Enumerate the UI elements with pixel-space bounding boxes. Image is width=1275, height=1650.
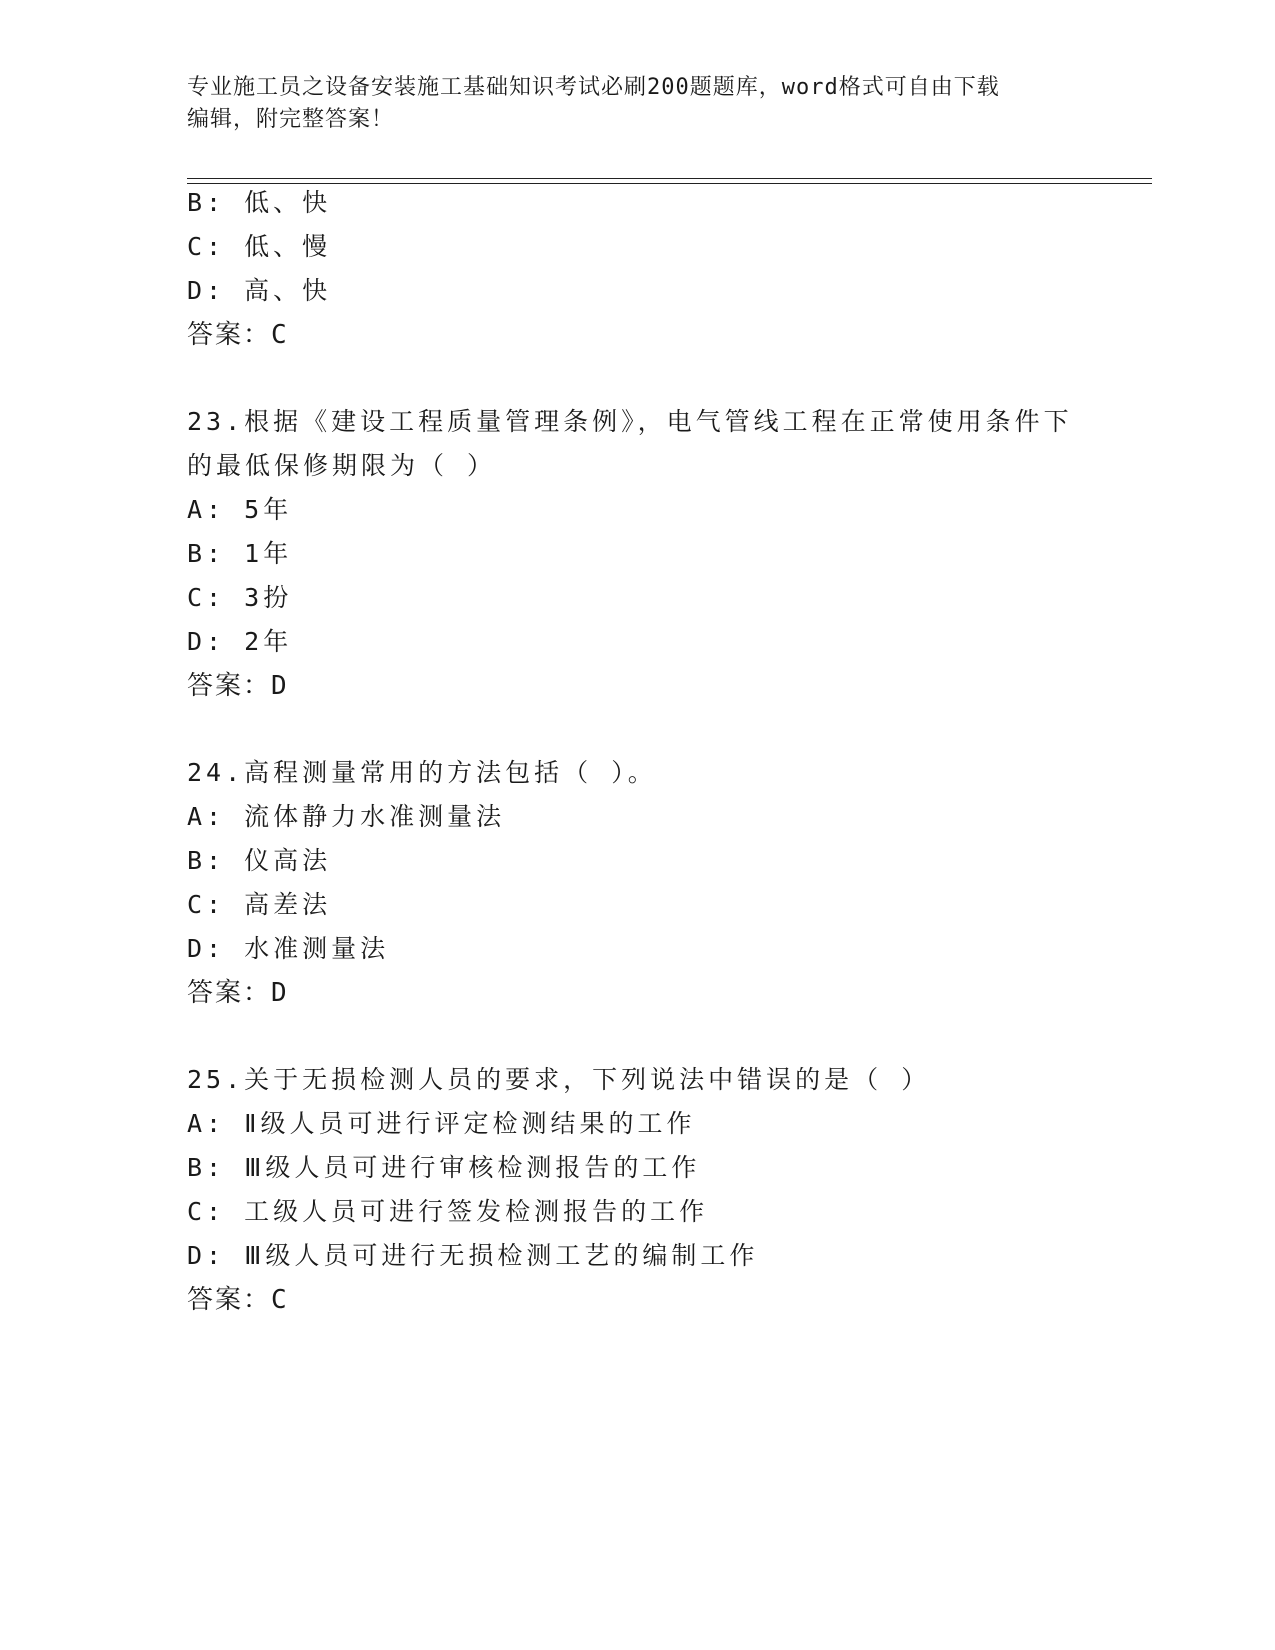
q25-option-d: D: Ⅲ级人员可进行无损检测工艺的编制工作 — [187, 1241, 759, 1270]
q24-answer: 答案：D — [187, 978, 289, 1008]
q25-option-b: B: Ⅲ级人员可进行审核检测报告的工作 — [187, 1153, 701, 1182]
q25-option-c: C: 工级人员可进行签发检测报告的工作 — [187, 1197, 709, 1226]
q23-option-d: D: 2年 — [187, 627, 293, 656]
q24-option-c: C: 高差法 — [187, 890, 332, 919]
header-title-line-2: 编辑，附完整答案！ — [187, 107, 395, 132]
q23-option-b: B: 1年 — [187, 539, 293, 568]
q25-stem: 25.关于无损检测人员的要求，下列说法中错误的是（ ） — [187, 1065, 931, 1094]
q24-option-a: A: 流体静力水准测量法 — [187, 802, 506, 831]
q23-option-a: A: 5年 — [187, 495, 293, 524]
q23-stem-line-1: 23.根据《建设工程质量管理条例》，电气管线工程在正常使用条件下 — [187, 407, 1073, 436]
q24-option-d: D: 水准测量法 — [187, 934, 390, 963]
q24-stem: 24.高程测量常用的方法包括（ ）。 — [187, 758, 657, 787]
q22-option-d: D: 高、快 — [187, 276, 332, 305]
q22-answer: 答案：C — [187, 320, 289, 350]
q23-answer: 答案：D — [187, 671, 289, 701]
header-divider-top — [187, 178, 1152, 179]
header-title-line-1: 专业施工员之设备安装施工基础知识考试必刷200题题库，word格式可自由下载 — [187, 75, 1000, 100]
document-header — [187, 72, 1067, 136]
q23-stem-line-2: 的最低保修期限为（ ） — [187, 451, 497, 480]
q23-option-c: C: 3扮 — [187, 583, 293, 612]
q22-option-c: C: 低、慢 — [187, 232, 332, 261]
q24-option-b: B: 仪高法 — [187, 846, 332, 875]
header-divider-bottom — [187, 183, 1152, 184]
q25-option-a: A: Ⅱ级人员可进行评定检测结果的工作 — [187, 1109, 696, 1138]
q25-answer: 答案：C — [187, 1285, 289, 1315]
q22-option-b: B: 低、快 — [187, 188, 332, 217]
